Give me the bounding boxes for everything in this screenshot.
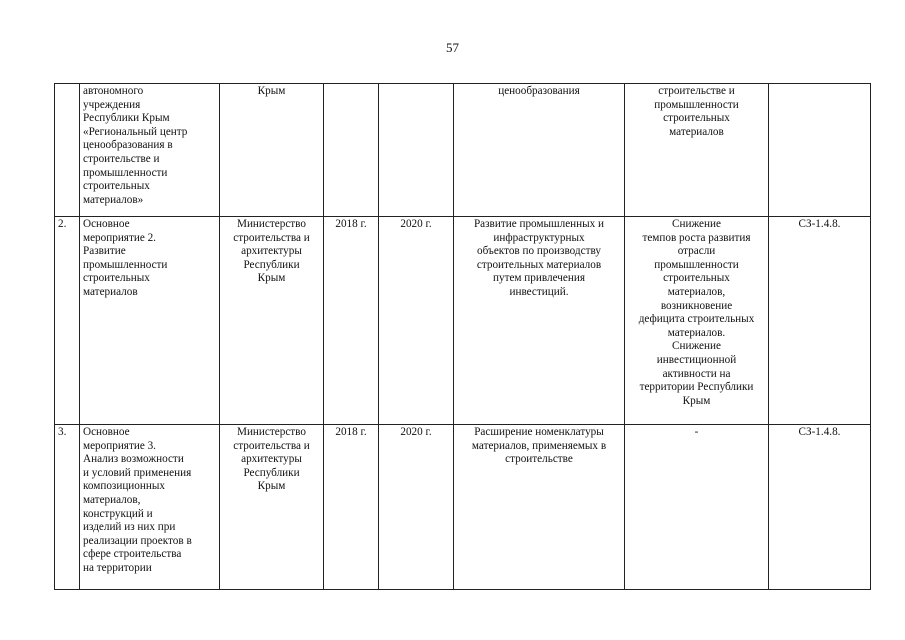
consequences-cell: строительстве и промышленности строительных материалов bbox=[625, 84, 769, 217]
activity-name-cell: Основное мероприятие 3. Анализ возможности и условий применения композиционных материалов, конструкций и изделий из них при реализации проектов в сфере строительства на территории bbox=[80, 425, 220, 590]
consequences-cell: - bbox=[625, 425, 769, 590]
executor-cell: Крым bbox=[220, 84, 324, 217]
executor-cell: Министерство строительства и архитектуры Республики Крым bbox=[220, 217, 324, 425]
indicator-link-cell: СЗ-1.4.8. bbox=[769, 425, 871, 590]
expected-result-cell: Расширение номенклатуры материалов, применяемых в строительстве bbox=[454, 425, 625, 590]
row-number-cell bbox=[55, 84, 80, 217]
executor-cell: Министерство строительства и архитектуры Республики Крым bbox=[220, 425, 324, 590]
activity-name-cell: Основное мероприятие 2. Развитие промышленности строительных материалов bbox=[80, 217, 220, 425]
end-year-cell: 2020 г. bbox=[379, 425, 454, 590]
end-year-cell: 2020 г. bbox=[379, 217, 454, 425]
expected-result-cell: Развитие промышленных и инфраструктурных объектов по производству строительных материалов путем привлечения инвестиций. bbox=[454, 217, 625, 425]
table-row bbox=[55, 217, 871, 425]
consequences-cell: Снижение темпов роста развития отрасли промышленности строительных материалов, возникновение дефицита строительных материалов. Снижение инвестиционной активности на территории Республики Крым bbox=[625, 217, 769, 425]
activity-name-cell: автономного учреждения Республики Крым «Региональный центр ценообразования в строительстве и промышленности строительных материалов» bbox=[80, 84, 220, 217]
page-number: 57 bbox=[446, 40, 459, 55]
end-year-cell bbox=[379, 84, 454, 217]
row-number-cell: 3. bbox=[55, 425, 80, 590]
table-row bbox=[55, 425, 871, 590]
expected-result-cell: ценообразования bbox=[454, 84, 625, 217]
row-number-cell: 2. bbox=[55, 217, 80, 425]
start-year-cell: 2018 г. bbox=[324, 217, 379, 425]
program-activities-table bbox=[54, 83, 871, 590]
start-year-cell bbox=[324, 84, 379, 217]
start-year-cell: 2018 г. bbox=[324, 425, 379, 590]
indicator-link-cell: СЗ-1.4.8. bbox=[769, 217, 871, 425]
indicator-link-cell bbox=[769, 84, 871, 217]
table-row bbox=[55, 84, 871, 217]
